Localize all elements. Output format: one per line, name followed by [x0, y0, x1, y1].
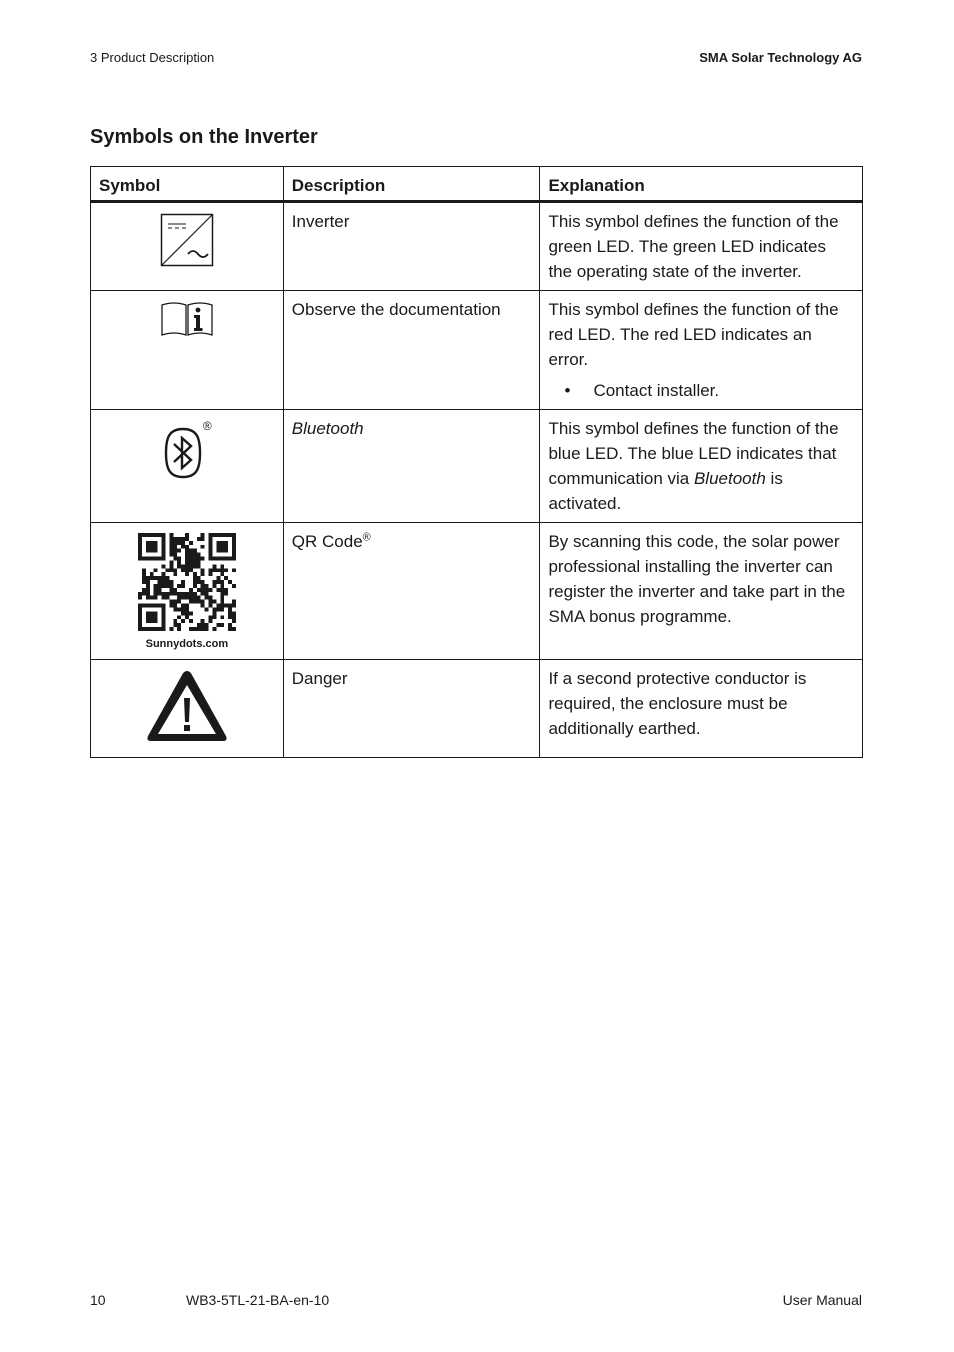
table-row [91, 202, 863, 291]
column-header-symbol: Symbol [91, 167, 284, 202]
footer-page-number: 10 [90, 1292, 106, 1308]
bluetooth-term: Bluetooth [291, 419, 364, 438]
bullet-dot: • [564, 381, 571, 400]
explanation-cell [540, 291, 863, 410]
danger-warning-icon [145, 668, 229, 744]
registered-mark: ® [202, 419, 212, 433]
symbols-table [90, 166, 863, 758]
description-cell: Danger [283, 660, 540, 758]
table-row [91, 291, 863, 410]
header-chapter: 3 Product Description [90, 50, 215, 65]
table-row [91, 410, 863, 523]
observe-documentation-icon [160, 301, 214, 339]
description-cell: Inverter [283, 202, 540, 291]
bluetooth-icon [163, 426, 203, 480]
registered-mark: ® [362, 531, 371, 544]
explanation-cell [540, 410, 863, 523]
bluetooth-term: Bluetooth [693, 469, 766, 488]
table-header-row [91, 167, 863, 202]
footer-doc-code: WB3-5TL-21-BA-en-10 [186, 1292, 330, 1308]
column-header-description: Description [283, 167, 540, 202]
explanation-text: This symbol defines the function of the blue LED. The blue LED indicates that communication via [548, 419, 839, 488]
footer-doc-type: User Manual [782, 1292, 862, 1308]
description-cell: Observe the documentation [283, 291, 540, 410]
explanation-cell: This symbol defines the function of the green LED. The green LED indicates the operating state of the inverter. [540, 202, 863, 291]
header-company: SMA Solar Technology AG [699, 50, 862, 65]
inverter-dc-ac-icon [160, 213, 214, 267]
table-row [91, 660, 863, 758]
description-cell [283, 410, 540, 523]
symbol-cell [91, 202, 284, 291]
qr-caption: Sunnydots.com [145, 638, 229, 650]
column-header-explanation: Explanation [540, 167, 863, 202]
bullet-text: Contact installer. [593, 381, 720, 400]
symbol-cell [91, 660, 284, 758]
section-title: Symbols on the Inverter [90, 126, 318, 148]
description-cell [283, 523, 540, 660]
explanation-cell: By scanning this code, the solar power professional installing the inverter can register the inverter and take part in the SMA bonus programme. [540, 523, 863, 660]
explanation-cell: If a second protective conductor is required, the enclosure must be additionally earthed. [540, 660, 863, 758]
table-row [91, 523, 863, 660]
symbol-cell [91, 291, 284, 410]
description-text: QR Code [291, 532, 363, 551]
symbol-cell [91, 410, 284, 523]
explanation-text: This symbol defines the function of the red LED. The red LED indicates an error. [548, 300, 839, 369]
qr-code-icon [138, 533, 236, 631]
symbol-cell [91, 523, 284, 660]
explanation-text-end: is activated. [548, 469, 783, 513]
bullet-item [548, 378, 854, 403]
